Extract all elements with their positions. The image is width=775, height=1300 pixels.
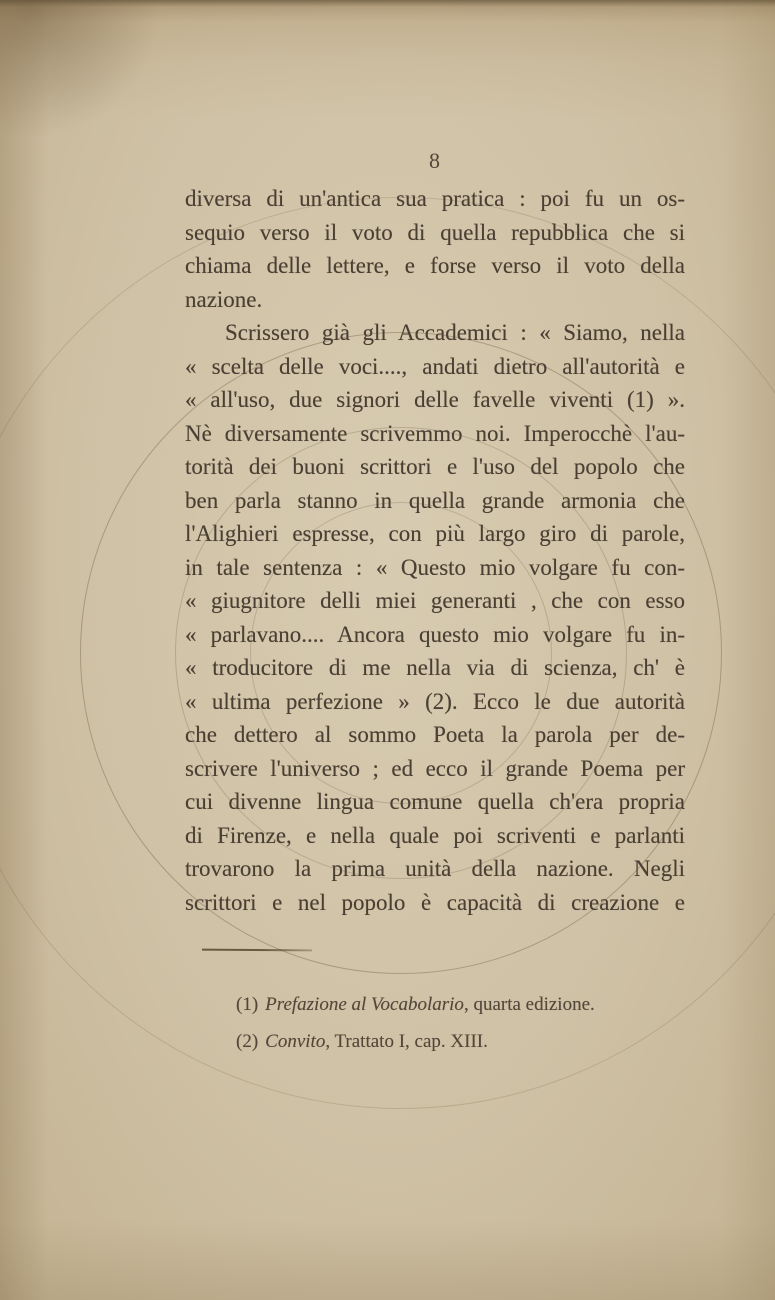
footnote-separator: [202, 949, 312, 951]
text-line: l'Alighieri espresse, con più largo giro di parole,: [185, 521, 685, 546]
footnote-marker: (1): [236, 994, 259, 1015]
footnote: [236, 1023, 666, 1060]
text-line: cui divenne lingua comune quella ch'era propria: [185, 789, 685, 814]
text-line: scrivere l'universo ; ed ecco il grande Poema per: [185, 755, 685, 781]
text-line: « all'uso, due signori delle favelle viventi (1) ».: [185, 387, 685, 412]
text-line: « giugnitore delli miei generanti , che con esso: [185, 588, 685, 613]
text-line: torità dei buoni scrittori e l'uso del popolo che: [185, 454, 685, 479]
footnote-marker: (2): [236, 1031, 259, 1052]
footnote: [236, 986, 666, 1023]
footnote-rest: , Trattato I, cap. XIII.: [325, 1031, 488, 1052]
text-line: trovarono la prima unità della nazione. Negli: [185, 856, 685, 881]
text-line: di Firenze, e nella quale poi scriventi e parlanti: [185, 822, 685, 848]
text-line: « troducitore di me nella via di scienza, ch' è: [185, 655, 685, 680]
text-line: in tale sentenza : « Questo mio volgare fu con-: [185, 554, 685, 580]
text-line: scrittori e nel popolo è capacità di creazione e: [185, 889, 685, 915]
footnote-rest: , quarta edizione.: [463, 994, 595, 1015]
text-line: diversa di un'antica sua pratica : poi fu un os-: [185, 186, 685, 211]
page-number: 8: [429, 148, 441, 173]
text-line: chiama delle lettere, e forse verso il voto della: [185, 253, 685, 278]
footnote-source-italic: Prefazione al Vocabolario: [265, 994, 464, 1015]
text-line: sequio verso il voto di quella repubblica che si: [185, 219, 685, 245]
text-line: che dettero al sommo Poeta la parola per de-: [185, 722, 685, 747]
text-line: « ultima perfezione » (2). Ecco le due autorità: [185, 688, 685, 714]
text-line: ben parla stanno in quella grande armonia che: [185, 487, 685, 513]
text-line: nazione.: [185, 286, 263, 312]
text-line: « scelta delle voci...., andati dietro all'autorità e: [185, 353, 685, 379]
text-line: Nè diversamente scrivemmo noi. Imperocchè l'au-: [185, 420, 685, 446]
text-line: « parlavano.... Ancora questo mio volgare fu in-: [185, 621, 685, 647]
footnote-source-italic: Convito: [265, 1031, 326, 1052]
body-text: [185, 182, 685, 919]
footnotes: [236, 986, 666, 1060]
text-line: Scrissero già gli Accademici : « Siamo, nella: [225, 320, 685, 345]
